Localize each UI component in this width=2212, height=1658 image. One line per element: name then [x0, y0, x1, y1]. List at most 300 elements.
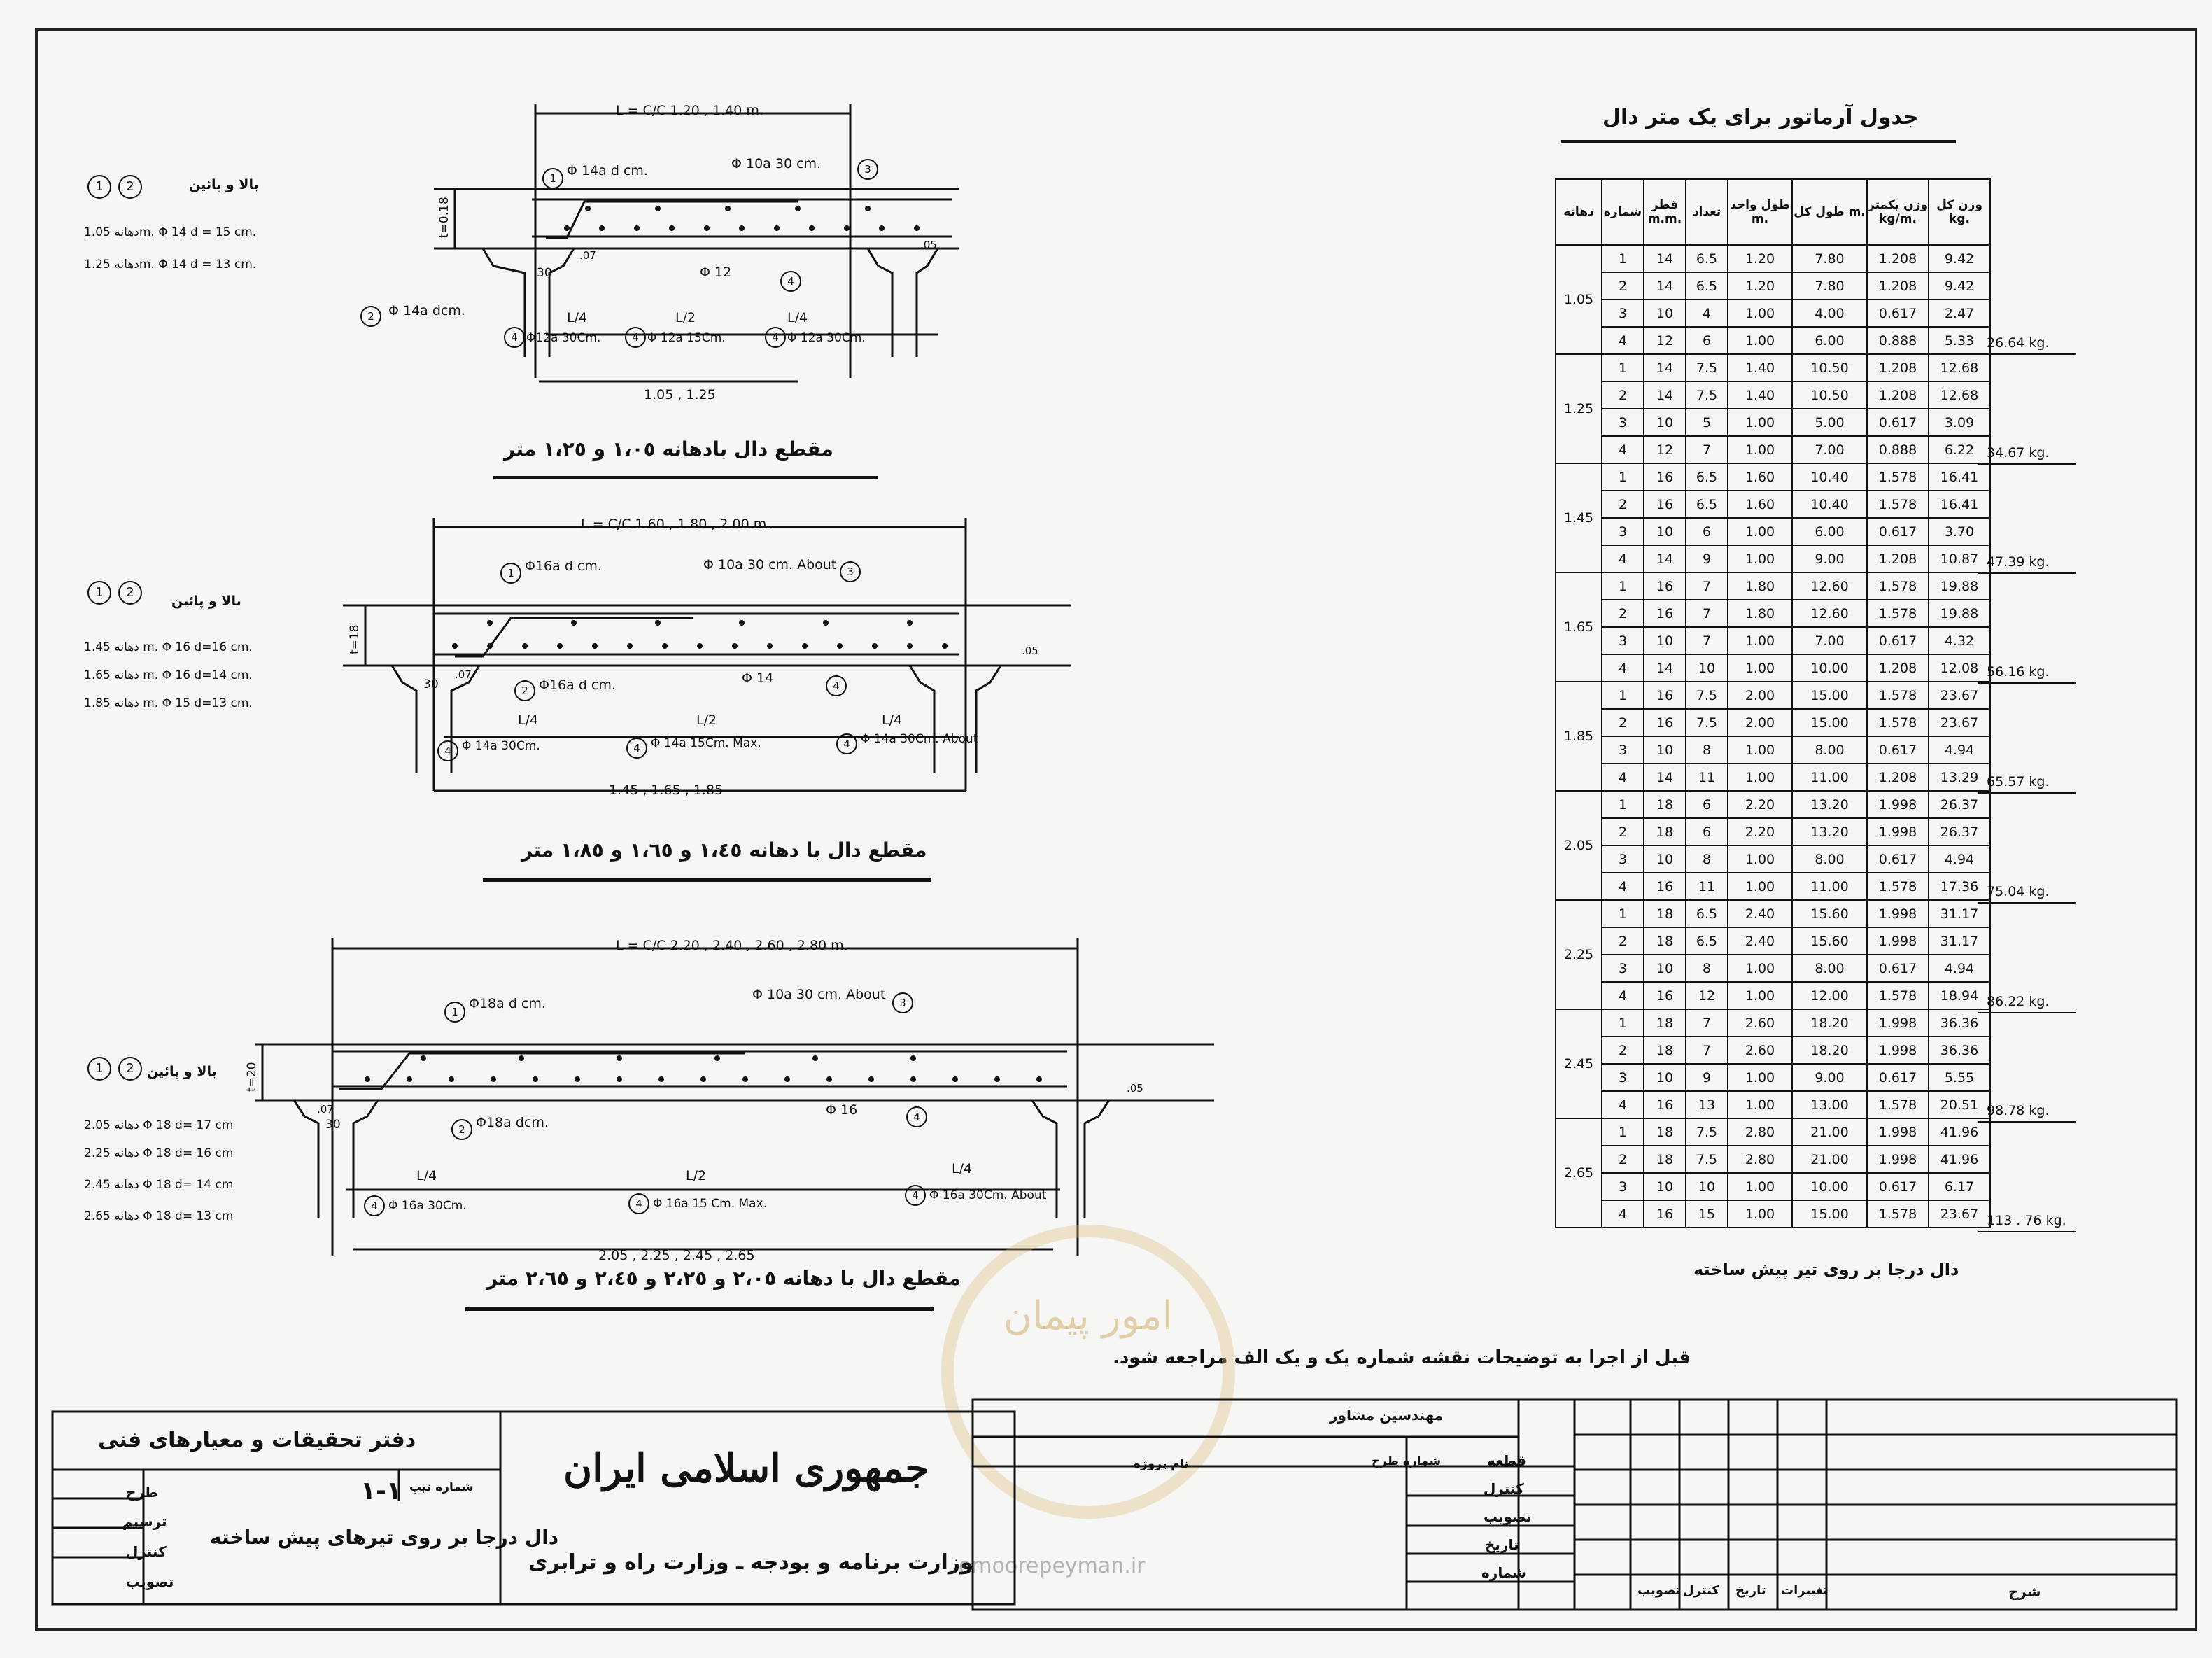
- col-unit-length: طول واحد m.: [1728, 179, 1792, 245]
- section-title-2: مقطع دال با دهانه ١،٤٥ و ١،٦٥ و ١،٨٥ متر: [521, 838, 927, 862]
- table-cell: 6.17: [1929, 1173, 1990, 1200]
- table-cell: 18: [1644, 1146, 1686, 1173]
- table-cell: 1.998: [1867, 818, 1929, 845]
- table-cell: 1.00: [1728, 436, 1792, 463]
- group-total: 113 . 76 kg.: [1987, 1213, 2066, 1229]
- table-row: [1556, 409, 1990, 436]
- watermark-url: omoorepeyman.ir: [959, 1554, 1146, 1578]
- table-cell: 14: [1644, 381, 1686, 409]
- svg-text:4: 4: [913, 1111, 920, 1123]
- table-cell: 8.00: [1792, 845, 1867, 873]
- table-cell: 5.00: [1792, 409, 1867, 436]
- table-cell: 4: [1686, 300, 1728, 327]
- table-cell: 18: [1644, 1009, 1686, 1037]
- table-cell: 6.22: [1929, 436, 1990, 463]
- col-total-weight: وزن کل kg.: [1929, 179, 1990, 245]
- drip-2: .05: [1022, 645, 1038, 657]
- table-header-row: [1556, 179, 1990, 245]
- legend-head-2: بالا و پائین: [171, 593, 241, 609]
- table-cell: 1.578: [1867, 682, 1929, 709]
- table-cell: 1: [1602, 354, 1644, 381]
- table-cell: 21.00: [1792, 1118, 1867, 1146]
- table-cell: 4: [1602, 1200, 1644, 1228]
- table-cell: 10: [1644, 518, 1686, 545]
- table-cell: 2: [1602, 1146, 1644, 1173]
- table-cell: 18.20: [1792, 1009, 1867, 1037]
- bar4-top-label-1: Φ 12: [700, 265, 732, 280]
- table-cell: 6.5: [1686, 900, 1728, 927]
- table-cell: 11.00: [1792, 764, 1867, 791]
- legend-markers-2: 1 2: [87, 581, 142, 605]
- table-cell: 1.998: [1867, 1037, 1929, 1064]
- legend-2-row-b: دهانه 1.65 m. Φ 16 d=14 cm.: [84, 668, 253, 682]
- table-cell: 2: [1602, 818, 1644, 845]
- table-cell: 0.617: [1867, 627, 1929, 654]
- bottom-bar-c-2: Φ 14a 30Cm. About: [861, 732, 978, 746]
- group-total: 34.67 kg.: [1987, 444, 2050, 461]
- bottom-bar-b-1: Φ 12a 15Cm.: [647, 331, 726, 345]
- thickness-3: t=20: [245, 1062, 259, 1092]
- tb-r-approve: تصویب: [1484, 1508, 1532, 1525]
- table-cell: 2: [1602, 709, 1644, 736]
- svg-text:4: 4: [632, 331, 639, 344]
- col-count: تعداد: [1686, 179, 1728, 245]
- table-cell: 16: [1644, 572, 1686, 600]
- group-total-rule: [1978, 572, 2076, 574]
- table-cell: 2: [1602, 381, 1644, 409]
- table-cell: 2.47: [1929, 300, 1990, 327]
- quarter-b-3: L/4: [952, 1161, 973, 1176]
- table-row: [1556, 927, 1990, 955]
- thickness-2: t=18: [348, 624, 362, 654]
- svg-text:1: 1: [507, 567, 514, 579]
- table-cell: 14: [1644, 245, 1686, 272]
- table-cell: 21.00: [1792, 1146, 1867, 1173]
- table-cell: 16: [1644, 982, 1686, 1009]
- table-cell: 6.5: [1686, 927, 1728, 955]
- table-cell: 16.41: [1929, 463, 1990, 491]
- svg-text:4: 4: [772, 331, 779, 344]
- table-cell: 1.00: [1728, 982, 1792, 1009]
- svg-text:4: 4: [511, 331, 518, 344]
- legend-markers-1: 1 2: [87, 175, 142, 199]
- table-cell: 3: [1602, 1173, 1644, 1200]
- table-cell: 10: [1644, 1064, 1686, 1091]
- spans-2: 1.45 , 1.65 , 1.85: [609, 782, 724, 798]
- table-cell: 6: [1686, 518, 1728, 545]
- drip-3: .05: [1127, 1082, 1143, 1095]
- table-cell: 17.36: [1929, 873, 1990, 900]
- table-cell: 6: [1686, 818, 1728, 845]
- table-row: [1556, 845, 1990, 873]
- table-cell: 1.998: [1867, 791, 1929, 818]
- table-cell: 4.00: [1792, 300, 1867, 327]
- table-cell: 7.80: [1792, 245, 1867, 272]
- group-total: 86.22 kg.: [1987, 993, 2050, 1009]
- quarter-a-3: L/4: [416, 1168, 437, 1183]
- table-cell: 1: [1602, 682, 1644, 709]
- svg-text:2: 2: [521, 684, 528, 697]
- table-cell: 16: [1644, 600, 1686, 627]
- span-cell: 1.65: [1556, 572, 1602, 682]
- table-cell: 4.94: [1929, 955, 1990, 982]
- table-cell: 1: [1602, 900, 1644, 927]
- table-cell: 18: [1644, 791, 1686, 818]
- col-number: شماره: [1602, 179, 1644, 245]
- chamfer-2: .07: [455, 668, 472, 681]
- svg-text:4: 4: [787, 275, 794, 288]
- table-row: [1556, 1064, 1990, 1091]
- legend-3-row-b: دهانه 2.25 Φ 18 d= 16 cm: [84, 1146, 234, 1160]
- group-total: 56.16 kg.: [1987, 664, 2050, 680]
- table-cell: 1.578: [1867, 491, 1929, 518]
- table-row: [1556, 1037, 1990, 1064]
- table-cell: 4: [1602, 545, 1644, 572]
- table-cell: 2.00: [1728, 682, 1792, 709]
- table-row: [1556, 709, 1990, 736]
- tb-approve: تصویب: [126, 1573, 174, 1590]
- table-cell: 1.40: [1728, 354, 1792, 381]
- table-cell: 20.51: [1929, 1091, 1990, 1118]
- table-cell: 3: [1602, 627, 1644, 654]
- table-cell: 4: [1602, 873, 1644, 900]
- tb-rev-control: کنترل: [1683, 1583, 1719, 1598]
- group-total: 26.64 kg.: [1987, 335, 2050, 351]
- table-cell: 1.60: [1728, 463, 1792, 491]
- svg-text:4: 4: [371, 1200, 378, 1212]
- table-body: [1556, 245, 1990, 1228]
- bottom-bar-a-3: Φ 16a 30Cm.: [388, 1199, 467, 1213]
- thickness-1: t=0.18: [437, 197, 451, 238]
- table-cell: 12.68: [1929, 381, 1990, 409]
- table-cell: 7.5: [1686, 381, 1728, 409]
- watermark-name: امور پیمان: [1003, 1293, 1174, 1339]
- table-cell: 6: [1686, 791, 1728, 818]
- legend-head-3: بالا و پائین: [147, 1064, 217, 1079]
- table-row: [1556, 381, 1990, 409]
- table-row: [1556, 245, 1990, 272]
- table-cell: 1: [1602, 463, 1644, 491]
- table-cell: 10.00: [1792, 654, 1867, 682]
- span-cell: 2.25: [1556, 900, 1602, 1009]
- bar1-label-2: Φ16a d cm.: [525, 558, 602, 574]
- table-cell: 5.33: [1929, 327, 1990, 354]
- table-cell: 0.617: [1867, 845, 1929, 873]
- span-cell: 2.65: [1556, 1118, 1602, 1228]
- bottom-bar-b-3: Φ 16a 15 Cm. Max.: [653, 1197, 768, 1211]
- table-cell: 14: [1644, 545, 1686, 572]
- group-total-rule: [1978, 353, 2076, 355]
- svg-text:4: 4: [444, 745, 451, 757]
- table-cell: 0.617: [1867, 1173, 1929, 1200]
- spans-3: 2.05 , 2.25 , 2.45 , 2.65: [598, 1248, 755, 1263]
- svg-text:4: 4: [635, 1197, 642, 1210]
- table-cell: 1.998: [1867, 1118, 1929, 1146]
- span-cell: 1.85: [1556, 682, 1602, 791]
- table-cell: 1.208: [1867, 764, 1929, 791]
- table-cell: 1.20: [1728, 245, 1792, 272]
- col-span: دهانه: [1556, 179, 1602, 245]
- table-cell: 4.32: [1929, 627, 1990, 654]
- table-cell: 4: [1602, 436, 1644, 463]
- svg-text:4: 4: [912, 1189, 919, 1202]
- table-cell: 2: [1602, 600, 1644, 627]
- tb-project-number: شماره طرح: [1372, 1454, 1442, 1468]
- svg-text:1: 1: [549, 172, 556, 185]
- table-title: جدول آرماتور برای یک متر دال: [1602, 105, 1919, 129]
- table-cell: 10.50: [1792, 354, 1867, 381]
- group-total-rule: [1978, 463, 2076, 465]
- table-cell: 1.80: [1728, 600, 1792, 627]
- table-row: [1556, 518, 1990, 545]
- tb-consultant: مهندسین مشاور: [1330, 1407, 1444, 1424]
- svg-text:1: 1: [451, 1006, 458, 1018]
- table-cell: 1.578: [1867, 1200, 1929, 1228]
- table-cell: 5.55: [1929, 1064, 1990, 1091]
- tb-control: کنترل: [126, 1543, 167, 1560]
- table-cell: 14: [1644, 764, 1686, 791]
- table-cell: 1.998: [1867, 1009, 1929, 1037]
- table-cell: 16: [1644, 709, 1686, 736]
- table-cell: 1.998: [1867, 927, 1929, 955]
- table-cell: 7: [1686, 436, 1728, 463]
- table-cell: 2.40: [1728, 900, 1792, 927]
- table-cell: 15.00: [1792, 682, 1867, 709]
- half-1: L/2: [675, 310, 696, 325]
- table-cell: 9.00: [1792, 545, 1867, 572]
- tb-rev-date: تاریخ: [1735, 1583, 1766, 1598]
- table-cell: 10.87: [1929, 545, 1990, 572]
- table-cell: 1.208: [1867, 381, 1929, 409]
- tb-rev-change: تغییرات: [1781, 1583, 1829, 1598]
- table-cell: 18.20: [1792, 1037, 1867, 1064]
- table-cell: 12.00: [1792, 982, 1867, 1009]
- table-cell: 1.20: [1728, 272, 1792, 300]
- table-cell: 15.00: [1792, 1200, 1867, 1228]
- table-cell: 10: [1644, 627, 1686, 654]
- tb-office: دفتر تحقیقات و معیارهای فنی: [98, 1428, 416, 1452]
- table-cell: 1.208: [1867, 354, 1929, 381]
- table-cell: 13: [1686, 1091, 1728, 1118]
- table-cell: 7: [1686, 1009, 1728, 1037]
- bar2-label-1: Φ 14a dcm.: [388, 303, 465, 318]
- table-cell: 8.00: [1792, 736, 1867, 764]
- title-underline-1: [493, 476, 878, 479]
- spans-1: 1.05 , 1.25: [644, 387, 716, 402]
- quarter-b-2: L/4: [882, 712, 903, 728]
- table-cell: 16: [1644, 873, 1686, 900]
- tb-republic: جمهوری اسلامی ایران: [563, 1445, 929, 1491]
- table-row: [1556, 955, 1990, 982]
- table-cell: 10.00: [1792, 1173, 1867, 1200]
- table-cell: 9: [1686, 1064, 1728, 1091]
- table-cell: 1.00: [1728, 845, 1792, 873]
- table-cell: 23.67: [1929, 709, 1990, 736]
- table-row: [1556, 1009, 1990, 1037]
- table-row: [1556, 1118, 1990, 1146]
- table-row: [1556, 272, 1990, 300]
- table-cell: 2: [1602, 927, 1644, 955]
- table-cell: 26.37: [1929, 818, 1990, 845]
- quarter-b-1: L/4: [787, 310, 808, 325]
- group-total: 75.04 kg.: [1987, 883, 2050, 899]
- table-row: [1556, 1200, 1990, 1228]
- section-title-1: مقطع دال بادهانه ١،٠٥ و ١،٢٥ متر: [504, 437, 833, 461]
- table-row: [1556, 300, 1990, 327]
- span-cell: 1.25: [1556, 354, 1602, 463]
- table-cell: 18: [1644, 818, 1686, 845]
- table-cell: 10: [1644, 300, 1686, 327]
- haunch-3: 30: [325, 1118, 341, 1132]
- table-cell: 10: [1644, 736, 1686, 764]
- bar4-top-label-2: Φ 14: [742, 670, 774, 686]
- table-cell: 7.00: [1792, 436, 1867, 463]
- table-cell: 1.998: [1867, 900, 1929, 927]
- span-dim-1: L = C/C 1.20 , 1.40 m.: [616, 103, 763, 118]
- table-cell: 1.208: [1867, 654, 1929, 682]
- table-cell: 10: [1644, 1173, 1686, 1200]
- legend-1-row-a: دهانه 1.05m. Φ 14 d = 15 cm.: [84, 225, 257, 239]
- table-cell: 2.00: [1728, 709, 1792, 736]
- table-cell: 8.00: [1792, 955, 1867, 982]
- table-cell: 1: [1602, 1118, 1644, 1146]
- table-cell: 1.578: [1867, 572, 1929, 600]
- bar2-label-2: Φ16a d cm.: [539, 677, 616, 693]
- bar3-label-1: Φ 10a 30 cm.: [731, 156, 822, 171]
- table-cell: 7: [1686, 600, 1728, 627]
- table-cell: 14: [1644, 654, 1686, 682]
- table-cell: 26.37: [1929, 791, 1990, 818]
- table-cell: 1.00: [1728, 327, 1792, 354]
- table-cell: 2.80: [1728, 1146, 1792, 1173]
- bar1-label-1: Φ 14a d cm.: [567, 163, 648, 178]
- table-cell: 13.29: [1929, 764, 1990, 791]
- table-cell: 1: [1602, 572, 1644, 600]
- table-cell: 0.617: [1867, 409, 1929, 436]
- table-cell: 6.5: [1686, 245, 1728, 272]
- table-cell: 10: [1686, 1173, 1728, 1200]
- table-cell: 41.96: [1929, 1146, 1990, 1173]
- svg-text:4: 4: [833, 680, 840, 692]
- group-total: 65.57 kg.: [1987, 774, 2050, 789]
- table-cell: 1.60: [1728, 491, 1792, 518]
- table-cell: 1.00: [1728, 545, 1792, 572]
- table-cell: 13.20: [1792, 791, 1867, 818]
- table-cell: 1.208: [1867, 272, 1929, 300]
- general-note: قبل از اجرا به توضیحات نقشه شماره یک و یک الف مراجعه شود.: [1113, 1347, 1691, 1368]
- table-cell: 14: [1644, 272, 1686, 300]
- tb-rev-description: شرح: [2008, 1583, 2041, 1600]
- table-cell: 16.41: [1929, 491, 1990, 518]
- table-cell: 10: [1644, 955, 1686, 982]
- table-cell: 1: [1602, 1009, 1644, 1037]
- table-cell: 9.42: [1929, 272, 1990, 300]
- table-row: [1556, 327, 1990, 354]
- table-row: [1556, 982, 1990, 1009]
- table-cell: 15: [1686, 1200, 1728, 1228]
- table-cell: 2: [1602, 491, 1644, 518]
- table-cell: 4: [1602, 654, 1644, 682]
- col-diameter: قطر m.m.: [1644, 179, 1686, 245]
- table-cell: 4.94: [1929, 845, 1990, 873]
- table-cell: 8: [1686, 736, 1728, 764]
- table-cell: 1.00: [1728, 518, 1792, 545]
- table-cell: 1.578: [1867, 873, 1929, 900]
- title-underline-2: [483, 878, 931, 882]
- tb-drawing-name: دال درجا بر روی تیرهای پیش ساخته: [210, 1526, 559, 1549]
- table-cell: 10.40: [1792, 491, 1867, 518]
- table-cell: 18: [1644, 1118, 1686, 1146]
- table-cell: 3: [1602, 1064, 1644, 1091]
- quarter-a-2: L/4: [518, 712, 539, 728]
- legend-3-row-d: دهانه 2.65 Φ 18 d= 13 cm: [84, 1209, 234, 1223]
- group-total: 47.39 kg.: [1987, 554, 2050, 570]
- col-unit-weight: وزن یکمتر kg/m.: [1867, 179, 1929, 245]
- table-cell: 1.00: [1728, 1200, 1792, 1228]
- table-cell: 2.20: [1728, 818, 1792, 845]
- table-row: [1556, 764, 1990, 791]
- table-cell: 7.5: [1686, 354, 1728, 381]
- table-cell: 7.5: [1686, 1146, 1728, 1173]
- table-cell: 7.00: [1792, 627, 1867, 654]
- bottom-bar-c-3: Φ 16a 30Cm. About: [929, 1188, 1047, 1202]
- table-cell: 2.60: [1728, 1037, 1792, 1064]
- svg-text:4: 4: [843, 738, 850, 750]
- section-title-3: مقطع دال با دهانه ٢،٠٥ و ٢،٢٥ و ٢،٤٥ و ٢،٦٥ متر: [486, 1267, 961, 1290]
- span-dim-2: L = C/C 1.60 , 1.80 , 2.00 m.: [581, 517, 771, 532]
- table-cell: 9.42: [1929, 245, 1990, 272]
- table-cell: 9.00: [1792, 1064, 1867, 1091]
- table-cell: 1.00: [1728, 764, 1792, 791]
- svg-text:3: 3: [864, 163, 871, 176]
- table-cell: 12: [1686, 982, 1728, 1009]
- table-cell: 1: [1602, 791, 1644, 818]
- quarter-a-1: L/4: [567, 310, 588, 325]
- drip-1: .05: [920, 239, 937, 251]
- table-cell: 10.50: [1792, 381, 1867, 409]
- table-cell: 8: [1686, 955, 1728, 982]
- table-cell: 13.20: [1792, 818, 1867, 845]
- table-cell: 16: [1644, 1091, 1686, 1118]
- table-cell: 31.17: [1929, 900, 1990, 927]
- table-cell: 2: [1602, 272, 1644, 300]
- table-cell: 2.40: [1728, 927, 1792, 955]
- table-cell: 1.208: [1867, 545, 1929, 572]
- table-cell: 1.00: [1728, 409, 1792, 436]
- tb-rev-approve: تصویب: [1637, 1583, 1681, 1598]
- table-cell: 0.617: [1867, 955, 1929, 982]
- table-cell: 4: [1602, 1091, 1644, 1118]
- table-row: [1556, 873, 1990, 900]
- table-cell: 7.5: [1686, 682, 1728, 709]
- table-cell: 1.578: [1867, 463, 1929, 491]
- table-cell: 1.00: [1728, 627, 1792, 654]
- legend-head-1: بالا و پائین: [189, 177, 259, 192]
- table-cell: 7.80: [1792, 272, 1867, 300]
- bottom-bar-a-2: Φ 14a 30Cm.: [462, 739, 540, 753]
- table-cell: 41.96: [1929, 1118, 1990, 1146]
- table-row: [1556, 491, 1990, 518]
- group-total: 98.78 kg.: [1987, 1103, 2050, 1119]
- table-cell: 1.00: [1728, 300, 1792, 327]
- svg-text:3: 3: [899, 997, 906, 1009]
- tb-design: طرح: [126, 1484, 158, 1501]
- table-cell: 8: [1686, 845, 1728, 873]
- table-cell: 14: [1644, 354, 1686, 381]
- slab-section-3: [241, 931, 1228, 1267]
- span-cell: 1.45: [1556, 463, 1602, 572]
- legend-3-row-a: دهانه 2.05 Φ 18 d= 17 cm: [84, 1118, 234, 1132]
